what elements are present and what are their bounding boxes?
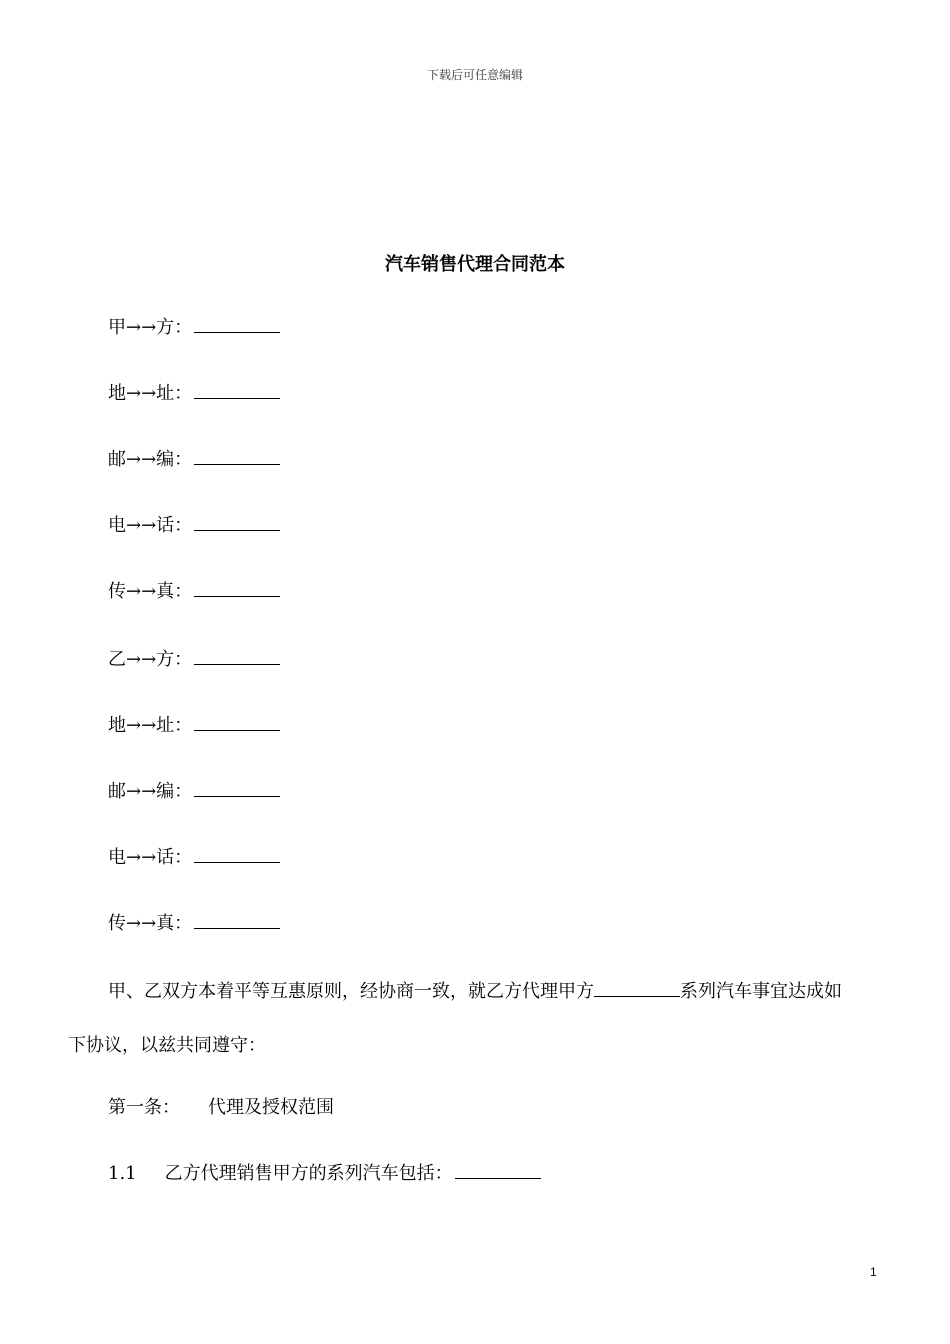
fill-blank [194, 714, 280, 731]
field-label: 传→→真： [108, 581, 193, 602]
page-number: 1 [870, 1265, 877, 1279]
intro-line-1: 甲、乙双方本着平等互惠原则，经协商一致，就乙方代理甲方 系列汽车事宜达成如 [108, 981, 842, 1002]
party-a-fax-line [108, 580, 280, 604]
fill-blank [194, 912, 280, 929]
clause-1-1 [108, 1162, 541, 1186]
party-a-address-line [108, 382, 280, 406]
fill-blank [194, 514, 280, 531]
clause-number: 1.1 [108, 1163, 137, 1184]
fill-blank [194, 780, 280, 797]
fill-blank [194, 316, 280, 333]
party-a-phone-line [108, 514, 280, 538]
fill-blank [194, 846, 280, 863]
field-label: 电→→话： [108, 847, 193, 868]
fill-blank [194, 382, 280, 399]
article-1-heading [108, 1096, 334, 1120]
party-b-address-line [108, 714, 280, 738]
field-label: 乙→→方： [108, 649, 193, 670]
intro-line-2: 下协议，以兹共同遵守： [68, 1035, 266, 1056]
document-title: 汽车销售代理合同范本 [385, 254, 565, 275]
field-label: 传→→真： [108, 913, 193, 934]
field-label: 邮→→编： [108, 781, 193, 802]
party-a-postcode-line [108, 448, 280, 472]
intro-paragraph [68, 980, 888, 1058]
clause-text: 乙方代理销售甲方的系列汽车包括： [164, 1163, 453, 1184]
header-note: 下载后可任意编辑 [426, 68, 523, 82]
field-label: 地→→址： [108, 383, 193, 404]
fill-blank [194, 580, 280, 597]
party-b-postcode-line [108, 780, 280, 804]
fill-blank [194, 648, 280, 665]
party-b-fax-line [108, 912, 280, 936]
field-label: 甲→→方： [108, 317, 193, 338]
field-label: 地→→址： [108, 715, 193, 736]
field-label: 电→→话： [108, 515, 193, 536]
field-label: 邮→→编： [108, 449, 193, 470]
fill-blank [455, 1162, 541, 1179]
article-title: 代理及授权范围 [208, 1097, 334, 1118]
fill-blank [594, 980, 680, 997]
party-b-phone-line [108, 846, 280, 870]
article-number: 第一条： [108, 1097, 180, 1118]
fill-blank [194, 448, 280, 465]
party-b-name-line [108, 648, 280, 672]
party-a-name-line [108, 316, 280, 340]
